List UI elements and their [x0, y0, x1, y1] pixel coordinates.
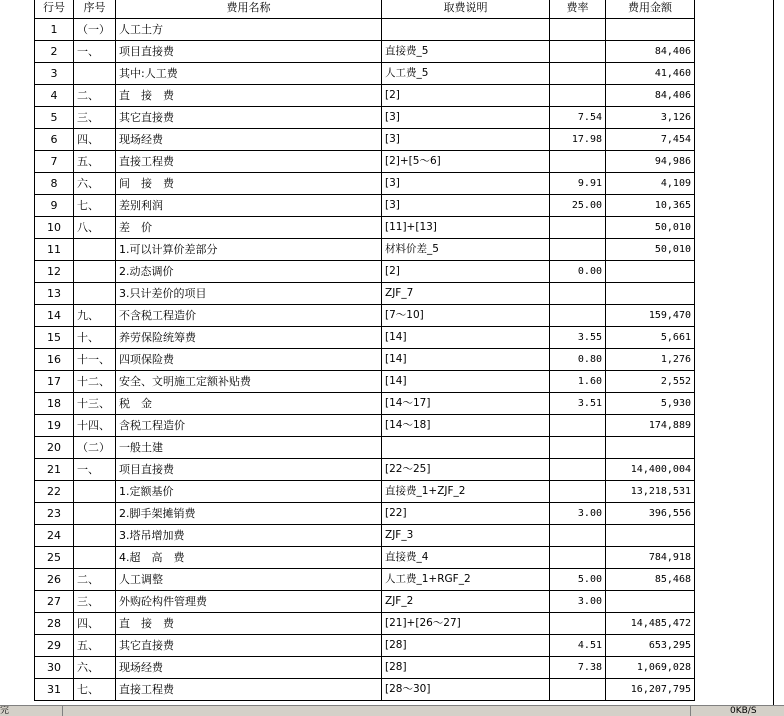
cell-line-no: 18 — [35, 393, 74, 415]
transfer-speed: 0KB/S — [730, 706, 757, 716]
cell-rate — [550, 459, 606, 481]
cell-line-no: 31 — [35, 679, 74, 701]
cell-rate: 0.00 — [550, 261, 606, 283]
cell-amount: 1,069,028 — [606, 657, 695, 679]
cell-rate — [550, 151, 606, 173]
cell-amount: 50,010 — [606, 217, 695, 239]
cell-line-no: 10 — [35, 217, 74, 239]
cell-amount: 7,454 — [606, 129, 695, 151]
cell-fee-explanation: 直接费_1+ZJF_2 — [382, 481, 550, 503]
table-row — [35, 547, 695, 569]
cell-rate — [550, 19, 606, 41]
cell-line-no: 20 — [35, 437, 74, 459]
cell-serial: 六、 — [74, 173, 116, 195]
table-row — [35, 283, 695, 305]
cell-amount: 41,460 — [606, 63, 695, 85]
cell-rate: 9.91 — [550, 173, 606, 195]
cell-fee-name: 直 接 费 — [116, 85, 382, 107]
header-fee-explanation: 取费说明 — [382, 0, 550, 19]
table-row — [35, 437, 695, 459]
cell-serial — [74, 63, 116, 85]
table-row — [35, 371, 695, 393]
cell-fee-explanation: ZJF_3 — [382, 525, 550, 547]
cell-line-no: 19 — [35, 415, 74, 437]
cell-amount: 84,406 — [606, 85, 695, 107]
cell-serial: 二、 — [74, 85, 116, 107]
cell-fee-explanation: [2] — [382, 85, 550, 107]
cell-line-no: 9 — [35, 195, 74, 217]
table-row — [35, 349, 695, 371]
cell-line-no: 29 — [35, 635, 74, 657]
cell-amount: 13,218,531 — [606, 481, 695, 503]
cell-rate — [550, 305, 606, 327]
table-row — [35, 107, 695, 129]
cell-serial: 四、 — [74, 129, 116, 151]
cell-fee-name: 项目直接费 — [116, 41, 382, 63]
cell-rate — [550, 613, 606, 635]
table-body — [35, 19, 695, 701]
cell-fee-name: 不含税工程造价 — [116, 305, 382, 327]
status-bar — [0, 705, 784, 716]
cell-fee-explanation: [21]+[26～27] — [382, 613, 550, 635]
cell-amount: 174,889 — [606, 415, 695, 437]
cell-rate — [550, 481, 606, 503]
cell-rate: 7.38 — [550, 657, 606, 679]
cell-amount: 5,930 — [606, 393, 695, 415]
cell-amount: 5,661 — [606, 327, 695, 349]
cell-serial — [74, 547, 116, 569]
table-row — [35, 415, 695, 437]
cell-line-no: 16 — [35, 349, 74, 371]
cell-serial — [74, 525, 116, 547]
cell-fee-explanation: ZJF_7 — [382, 283, 550, 305]
cell-fee-name: 含税工程造价 — [116, 415, 382, 437]
cell-amount: 16,207,795 — [606, 679, 695, 701]
table-row — [35, 459, 695, 481]
table-row — [35, 591, 695, 613]
cell-fee-explanation: [22] — [382, 503, 550, 525]
cell-line-no: 3 — [35, 63, 74, 85]
cell-fee-name: 外购砼构件管理费 — [116, 591, 382, 613]
cell-fee-explanation: [14] — [382, 327, 550, 349]
table-row — [35, 657, 695, 679]
cell-fee-name: 差 价 — [116, 217, 382, 239]
cell-fee-name: 1.定额基价 — [116, 481, 382, 503]
cell-fee-explanation: [2] — [382, 261, 550, 283]
cell-amount: 784,918 — [606, 547, 695, 569]
cell-amount: 84,406 — [606, 41, 695, 63]
table-row — [35, 305, 695, 327]
cell-amount: 2,552 — [606, 371, 695, 393]
header-amount: 费用金额 — [606, 0, 695, 19]
cell-line-no: 30 — [35, 657, 74, 679]
cell-line-no: 27 — [35, 591, 74, 613]
cell-fee-name: 现场经费 — [116, 657, 382, 679]
table-row — [35, 63, 695, 85]
cell-line-no: 11 — [35, 239, 74, 261]
table-row — [35, 129, 695, 151]
table-row — [35, 41, 695, 63]
cell-fee-explanation: [28～30] — [382, 679, 550, 701]
cell-serial: 五、 — [74, 635, 116, 657]
cell-fee-explanation: [3] — [382, 129, 550, 151]
cell-line-no: 28 — [35, 613, 74, 635]
table-row — [35, 327, 695, 349]
cell-serial: 一、 — [74, 459, 116, 481]
cell-rate: 5.00 — [550, 569, 606, 591]
cell-fee-name: 税 金 — [116, 393, 382, 415]
cell-amount: 3,126 — [606, 107, 695, 129]
cell-fee-name: 项目直接费 — [116, 459, 382, 481]
cell-fee-name: 现场经费 — [116, 129, 382, 151]
cell-line-no: 4 — [35, 85, 74, 107]
cell-amount: 50,010 — [606, 239, 695, 261]
table-row — [35, 261, 695, 283]
cell-fee-explanation: [14～18] — [382, 415, 550, 437]
cell-fee-explanation: 人工费_5 — [382, 63, 550, 85]
table-row — [35, 217, 695, 239]
cell-serial: 一、 — [74, 41, 116, 63]
cell-amount: 85,468 — [606, 569, 695, 591]
cell-amount — [606, 591, 695, 613]
cell-fee-name: 2.动态调价 — [116, 261, 382, 283]
cell-fee-explanation: 人工费_1+RGF_2 — [382, 569, 550, 591]
cell-fee-explanation: 直接费_4 — [382, 547, 550, 569]
cell-fee-name: 一般土建 — [116, 437, 382, 459]
cell-fee-explanation: [28] — [382, 657, 550, 679]
table-row — [35, 195, 695, 217]
cell-amount: 10,365 — [606, 195, 695, 217]
cell-amount: 14,400,004 — [606, 459, 695, 481]
cell-fee-name: 3.塔吊增加费 — [116, 525, 382, 547]
cell-amount: 396,556 — [606, 503, 695, 525]
cell-line-no: 13 — [35, 283, 74, 305]
table-header-row — [35, 0, 695, 19]
table-row — [35, 481, 695, 503]
cell-fee-name: 3.只计差价的项目 — [116, 283, 382, 305]
cell-fee-name: 其中:人工费 — [116, 63, 382, 85]
cell-rate — [550, 41, 606, 63]
cell-line-no: 5 — [35, 107, 74, 129]
cell-rate — [550, 85, 606, 107]
cell-serial: 八、 — [74, 217, 116, 239]
cell-line-no: 21 — [35, 459, 74, 481]
vertical-scroll-area[interactable] — [774, 0, 784, 705]
cell-serial: 十四、 — [74, 415, 116, 437]
cell-serial: （一） — [74, 19, 116, 41]
cell-rate — [550, 239, 606, 261]
header-fee-name: 费用名称 — [116, 0, 382, 19]
cell-amount — [606, 525, 695, 547]
cell-amount: 159,470 — [606, 305, 695, 327]
cell-serial: 五、 — [74, 151, 116, 173]
cell-line-no: 14 — [35, 305, 74, 327]
cell-amount — [606, 283, 695, 305]
header-rate: 费率 — [550, 0, 606, 19]
cell-line-no: 2 — [35, 41, 74, 63]
cell-fee-name: 直接工程费 — [116, 151, 382, 173]
cell-fee-explanation: [3] — [382, 195, 550, 217]
cell-rate: 3.00 — [550, 503, 606, 525]
cell-serial — [74, 481, 116, 503]
cell-fee-explanation: [11]+[13] — [382, 217, 550, 239]
cell-line-no: 8 — [35, 173, 74, 195]
cell-rate — [550, 283, 606, 305]
table-row — [35, 19, 695, 41]
cell-fee-name: 养劳保险统筹费 — [116, 327, 382, 349]
cell-amount: 1,276 — [606, 349, 695, 371]
cell-rate: 1.60 — [550, 371, 606, 393]
cell-fee-explanation: [2]+[5～6] — [382, 151, 550, 173]
cell-fee-name: 直接工程费 — [116, 679, 382, 701]
cell-serial: （二） — [74, 437, 116, 459]
cell-serial — [74, 261, 116, 283]
cell-line-no: 15 — [35, 327, 74, 349]
cell-line-no: 22 — [35, 481, 74, 503]
cell-fee-name: 安全、文明施工定额补贴费 — [116, 371, 382, 393]
cost-table — [34, 0, 695, 701]
table-row — [35, 151, 695, 173]
cell-amount: 653,295 — [606, 635, 695, 657]
cell-serial: 四、 — [74, 613, 116, 635]
cell-serial: 十、 — [74, 327, 116, 349]
cell-rate — [550, 415, 606, 437]
cell-serial: 三、 — [74, 591, 116, 613]
cell-fee-explanation: [14～17] — [382, 393, 550, 415]
cell-fee-name: 差别利润 — [116, 195, 382, 217]
cell-line-no: 12 — [35, 261, 74, 283]
cell-fee-explanation: 直接费_5 — [382, 41, 550, 63]
cell-rate: 3.00 — [550, 591, 606, 613]
cell-amount — [606, 261, 695, 283]
cell-fee-explanation: [7～10] — [382, 305, 550, 327]
cell-fee-name: 人工调整 — [116, 569, 382, 591]
cell-rate — [550, 217, 606, 239]
cell-line-no: 17 — [35, 371, 74, 393]
cell-amount — [606, 19, 695, 41]
cell-serial: 六、 — [74, 657, 116, 679]
cell-rate — [550, 437, 606, 459]
cell-serial: 三、 — [74, 107, 116, 129]
cell-fee-explanation — [382, 19, 550, 41]
cell-serial: 二、 — [74, 569, 116, 591]
cell-amount: 14,485,472 — [606, 613, 695, 635]
cell-fee-explanation: 材料价差_5 — [382, 239, 550, 261]
cell-fee-name: 四项保险费 — [116, 349, 382, 371]
status-text: 完 — [0, 706, 10, 716]
table-row — [35, 85, 695, 107]
cell-fee-name: 2.脚手架摊销费 — [116, 503, 382, 525]
cell-fee-explanation: [28] — [382, 635, 550, 657]
cell-serial: 十三、 — [74, 393, 116, 415]
cell-fee-name: 人工土方 — [116, 19, 382, 41]
header-line-no: 行号 — [35, 0, 74, 19]
cell-fee-explanation: [22～25] — [382, 459, 550, 481]
cell-fee-name: 间 接 费 — [116, 173, 382, 195]
cell-fee-explanation: [3] — [382, 107, 550, 129]
cell-rate: 17.98 — [550, 129, 606, 151]
cell-amount: 94,986 — [606, 151, 695, 173]
cell-rate — [550, 63, 606, 85]
cell-serial: 九、 — [74, 305, 116, 327]
cell-line-no: 26 — [35, 569, 74, 591]
table-row — [35, 173, 695, 195]
cell-serial: 十一、 — [74, 349, 116, 371]
table-row — [35, 525, 695, 547]
cell-fee-explanation: [14] — [382, 371, 550, 393]
table-row — [35, 503, 695, 525]
cell-rate: 3.55 — [550, 327, 606, 349]
cell-serial: 十二、 — [74, 371, 116, 393]
header-serial: 序号 — [74, 0, 116, 19]
cell-amount: 4,109 — [606, 173, 695, 195]
cell-fee-name: 其它直接费 — [116, 635, 382, 657]
cell-line-no: 24 — [35, 525, 74, 547]
cell-serial: 七、 — [74, 195, 116, 217]
cell-rate — [550, 525, 606, 547]
cell-fee-explanation — [382, 437, 550, 459]
table-row — [35, 239, 695, 261]
cell-rate: 7.54 — [550, 107, 606, 129]
cell-serial — [74, 283, 116, 305]
cell-line-no: 7 — [35, 151, 74, 173]
cell-fee-name: 4.超 高 费 — [116, 547, 382, 569]
cell-serial — [74, 503, 116, 525]
cell-line-no: 23 — [35, 503, 74, 525]
table-row — [35, 569, 695, 591]
cell-rate — [550, 679, 606, 701]
cell-fee-explanation: ZJF_2 — [382, 591, 550, 613]
cell-rate: 4.51 — [550, 635, 606, 657]
table-row — [35, 635, 695, 657]
cell-serial — [74, 239, 116, 261]
cell-line-no: 6 — [35, 129, 74, 151]
cell-fee-name: 直 接 费 — [116, 613, 382, 635]
cell-rate: 0.80 — [550, 349, 606, 371]
cell-fee-explanation: [3] — [382, 173, 550, 195]
cell-line-no: 1 — [35, 19, 74, 41]
cell-fee-name: 1.可以计算价差部分 — [116, 239, 382, 261]
cell-rate: 3.51 — [550, 393, 606, 415]
cell-amount — [606, 437, 695, 459]
cell-line-no: 25 — [35, 547, 74, 569]
cell-fee-name: 其它直接费 — [116, 107, 382, 129]
cell-rate — [550, 547, 606, 569]
cell-fee-explanation: [14] — [382, 349, 550, 371]
table-row — [35, 393, 695, 415]
cell-serial: 七、 — [74, 679, 116, 701]
table-row — [35, 613, 695, 635]
cell-rate: 25.00 — [550, 195, 606, 217]
table-row — [35, 679, 695, 701]
